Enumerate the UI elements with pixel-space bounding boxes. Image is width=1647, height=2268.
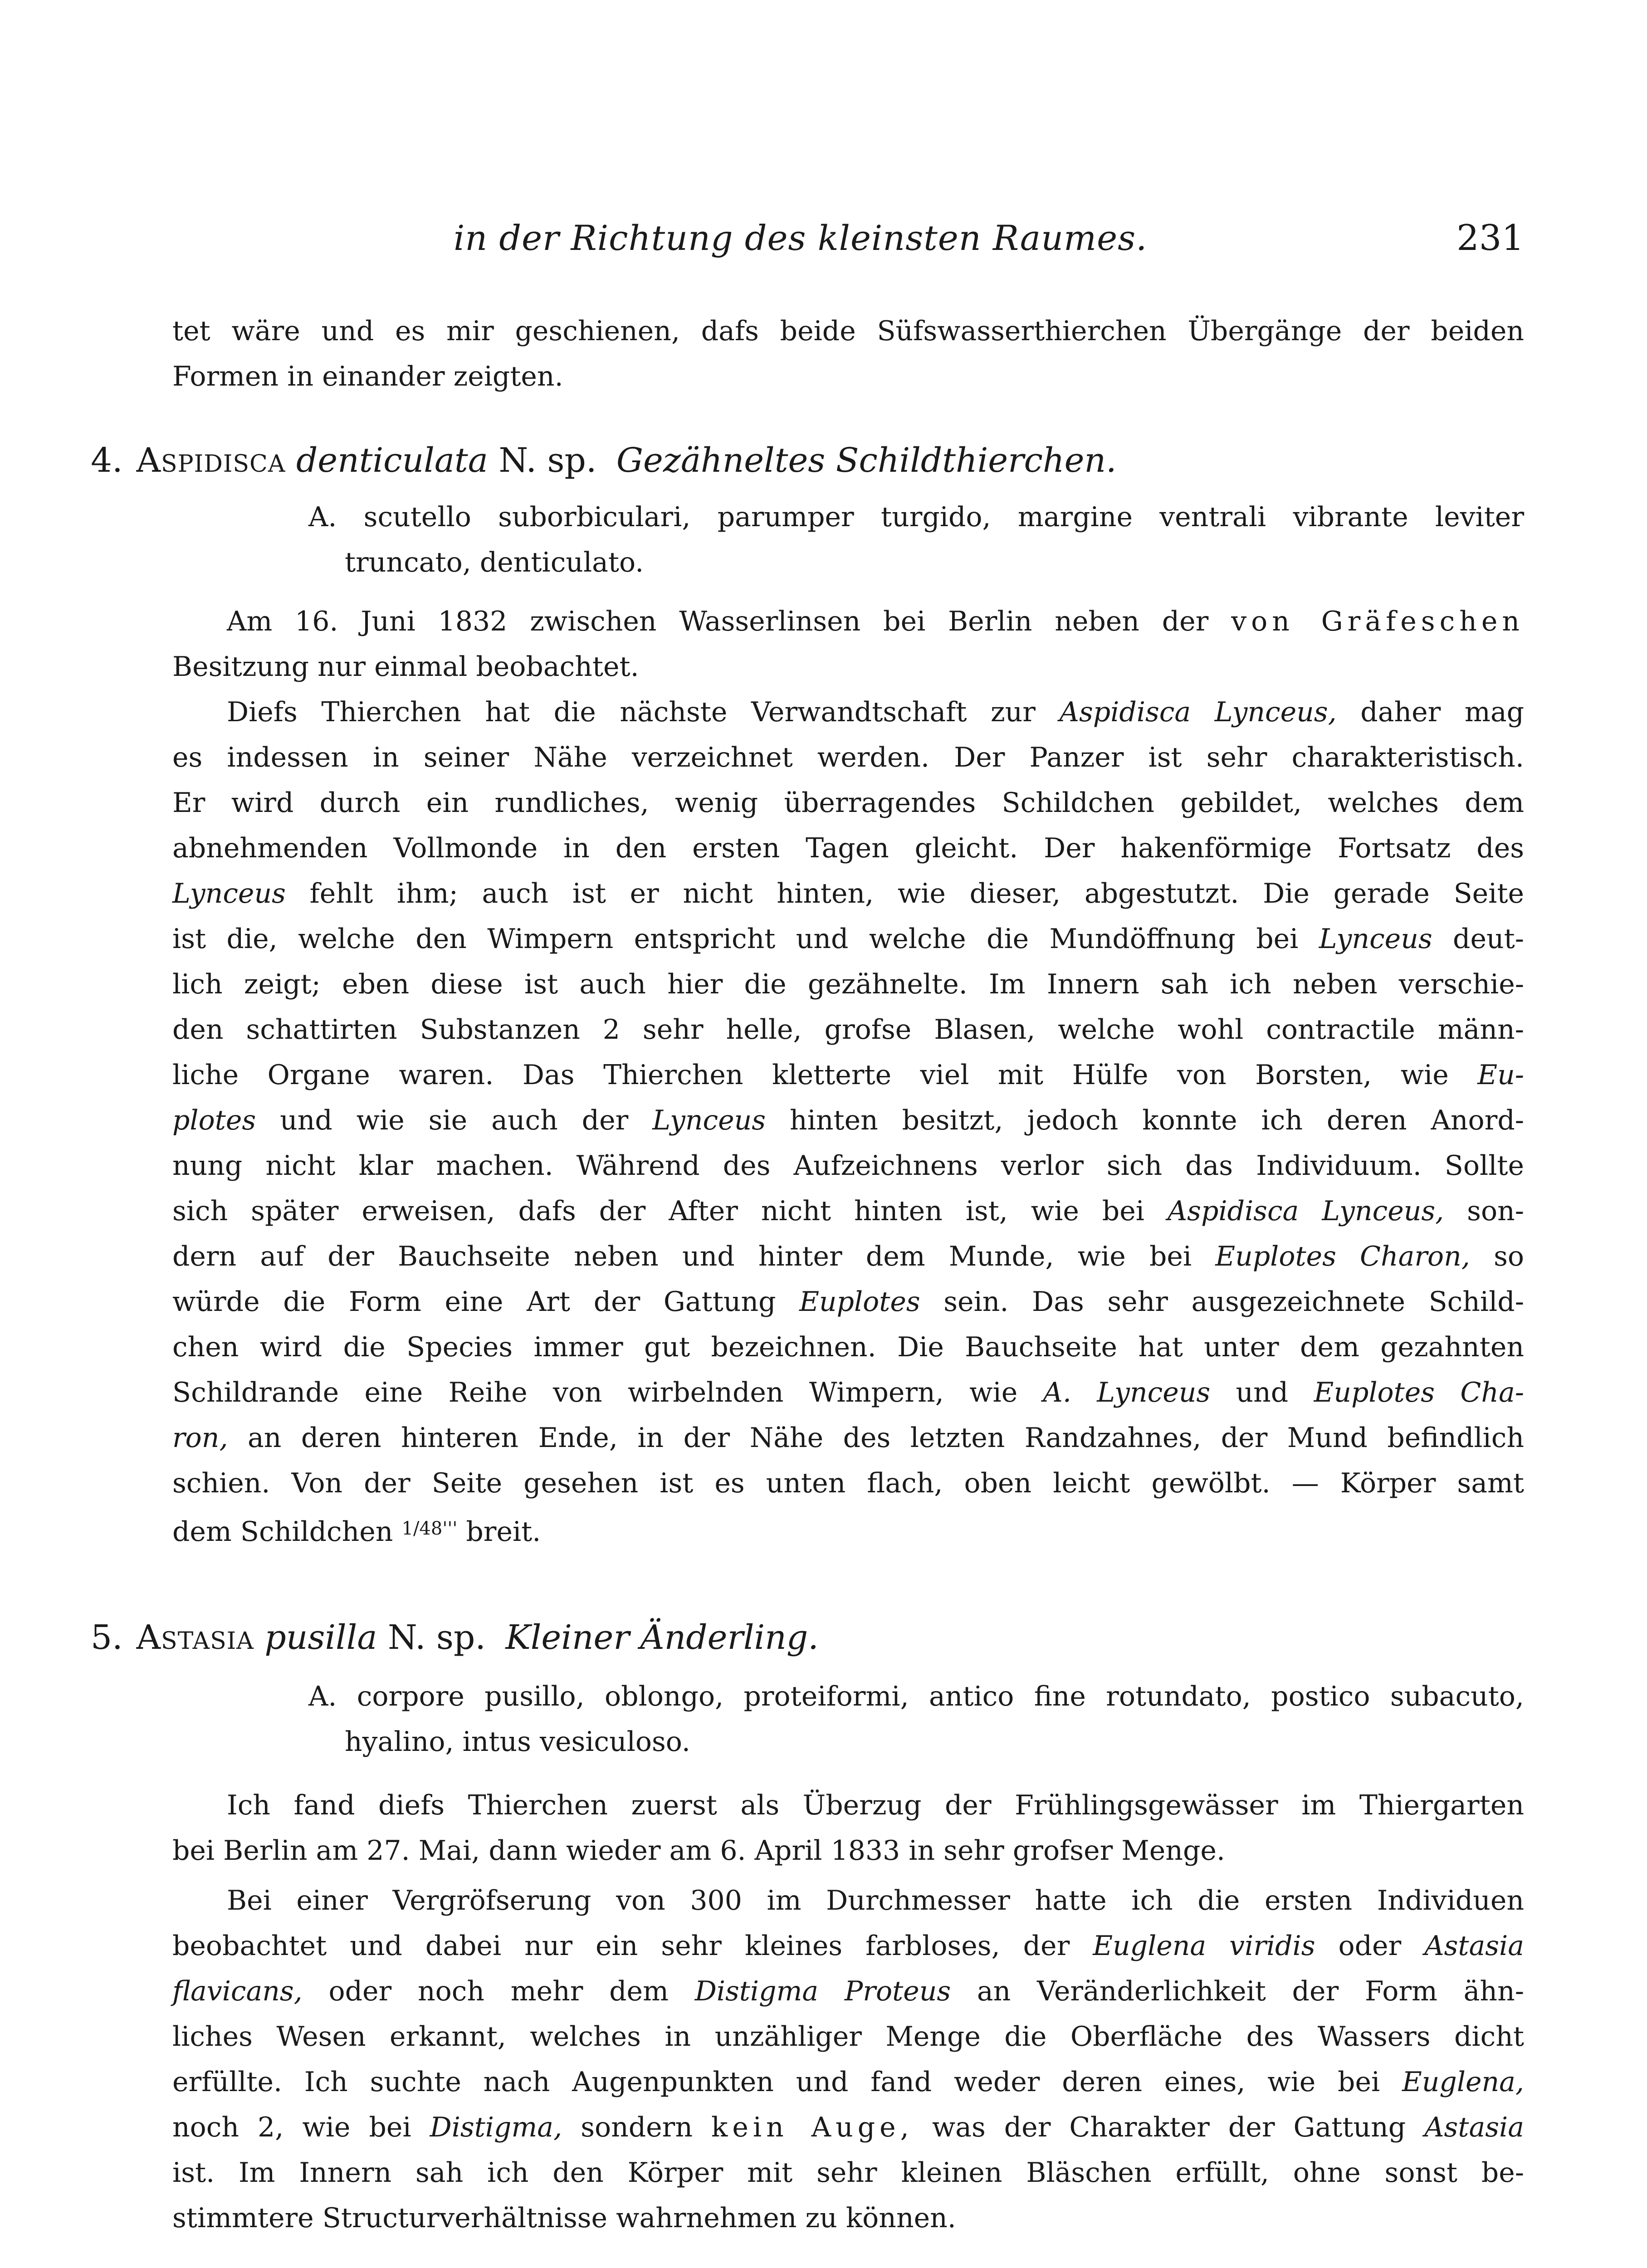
text-run: was der Charakter der Gattung — [932, 2112, 1406, 2143]
taxon-name: A. Lynceus — [1043, 1377, 1211, 1408]
text-run: son- — [1467, 1195, 1524, 1227]
text-run: oder noch mehr dem — [328, 1975, 669, 2007]
paragraph-line — [172, 1415, 1524, 1461]
text-run: erfüllte. Ich suchte nach Augenpunkten und fand weder deren eines, wie bei — [172, 2066, 1380, 2098]
paragraph-line — [227, 599, 1524, 644]
paragraph-line — [172, 1098, 1524, 1143]
species-name: denticulata — [296, 441, 488, 480]
paragraph-line — [172, 1969, 1524, 2014]
new-species-mark: N. sp. — [498, 441, 597, 480]
text-run: beobachtet und dabei nur ein sehr kleines farbloses, der — [172, 1930, 1070, 1962]
paragraph-line: abnehmenden Vollmonde in den ersten Tagen gleicht. Der hakenförmige Fortsatz des — [172, 832, 1524, 864]
taxon-name: Aspidisca Lynceus, — [1059, 696, 1337, 728]
paragraph-line: lich zeigt; eben diese ist auch hier die gezähnelte. Im Innern sah ich neben verschie- — [172, 968, 1524, 1000]
text-run: dem Schildchen — [172, 1516, 393, 1548]
diagnosis-line: A. corpore pusillo, oblongo, proteiformi, antico fine rotundato, postico subacuto, — [308, 1681, 1524, 1712]
diagnosis-line: hyalino, intus vesiculoso. — [345, 1726, 690, 1758]
text-run: sich später erweisen, dafs der After nicht hinten ist, wie bei — [172, 1195, 1144, 1227]
paragraph-line: nung nicht klar machen. Während des Aufzeichnens verlor sich das Individuum. Sollte — [172, 1150, 1524, 1182]
paragraph-line: stimmtere Structurverhältnisse wahrnehmen zu können. — [172, 2202, 956, 2234]
entry-4-heading — [91, 435, 1524, 485]
text-run: fehlt ihm; auch ist er nicht hinten, wie dieser, abgestutzt. Die gerade Seite — [309, 878, 1524, 909]
entry-5-heading — [91, 1613, 1524, 1662]
text-run: oder — [1338, 1930, 1402, 1962]
text-run: ist die, welche den Wimpern entspricht und welche die Mundöffnung bei — [172, 923, 1299, 955]
text-run: sein. Das sehr ausgezeichnete Schild- — [943, 1286, 1524, 1318]
species-name: pusilla — [264, 1618, 377, 1657]
taxon-name: Euglena, — [1402, 2066, 1524, 2098]
paragraph-line — [172, 2105, 1524, 2150]
paragraph-line — [172, 1188, 1524, 1234]
paragraph-line: chen wird die Species immer gut bezeichnen. Die Bauchseite hat unter dem gezahnten — [172, 1331, 1524, 1363]
taxon-name: Distigma Proteus — [694, 1975, 951, 2007]
genus-name: Aspidisca — [136, 441, 286, 480]
taxon-name: Aspidisca Lynceus, — [1167, 1195, 1444, 1227]
diagnosis-line: truncato, denticulato. — [345, 547, 644, 578]
entry-number: 5. — [91, 1618, 123, 1657]
text-run: an deren hinteren Ende, in der Nähe des letzten Randzahnes, der Mund befindlich — [248, 1422, 1524, 1454]
page-number: 231 — [1456, 218, 1524, 259]
paragraph-line — [172, 1923, 1524, 1969]
text-run: Schildrande eine Reihe von wirbelnden Wimpern, wie — [172, 1377, 1018, 1408]
genus-name: Astasia — [136, 1618, 254, 1657]
spaced-text: von Gräfeschen — [1231, 606, 1524, 637]
taxon-name: flavicans, — [172, 1975, 303, 2007]
paragraph-line — [172, 916, 1524, 962]
paragraph-line: den schattirten Substanzen 2 sehr helle, grofse Blasen, welche wohl contractile männ- — [172, 1014, 1524, 1046]
text-run: daher mag — [1360, 696, 1524, 728]
text-run: Am 16. Juni 1832 zwischen Wasserlinsen bei Berlin neben der — [227, 606, 1209, 637]
taxon-name: plotes — [172, 1105, 256, 1136]
common-name: Kleiner Änderling. — [505, 1618, 819, 1657]
paragraph-line — [227, 689, 1524, 735]
paragraph-line — [172, 1279, 1524, 1325]
paragraph-line: Besitzung nur einmal beobachtet. — [172, 651, 639, 683]
text-run: und — [1236, 1377, 1289, 1408]
text-run: so — [1494, 1241, 1525, 1272]
taxon-name: Lynceus — [652, 1105, 766, 1136]
paragraph-line: es indessen in seiner Nähe verzeichnet werden. Der Panzer ist sehr charakteristisch. — [172, 742, 1524, 773]
paragraph-line: Bei einer Vergröfserung von 300 im Durchmesser hatte ich die ersten Individuen — [227, 1885, 1524, 1916]
text-run: deut- — [1453, 923, 1524, 955]
taxon-name: Eu- — [1477, 1059, 1524, 1091]
taxon-name: Astasia — [1424, 1930, 1524, 1962]
taxon-name: Euplotes Charon, — [1215, 1241, 1470, 1272]
text-run: sondern — [581, 2112, 693, 2143]
diagnosis-line: A. scutello suborbiculari, parumper turgido, margine ventrali vibrante leviter — [308, 501, 1524, 533]
text-run: hinten besitzt, jedoch konnte ich deren Anord- — [790, 1105, 1525, 1136]
paragraph-line — [172, 1506, 1524, 1554]
running-title: in der Richtung des kleinsten Raumes. — [454, 218, 1148, 258]
size-fraction: 1/48''' — [401, 1518, 458, 1539]
entry-number: 4. — [91, 441, 123, 480]
spaced-text: kein Auge, — [711, 2112, 914, 2143]
paragraph-line — [172, 1052, 1524, 1098]
text-run: würde die Form eine Art der Gattung — [172, 1286, 776, 1318]
text-run: dern auf der Bauchseite neben und hinter dem Munde, wie bei — [172, 1241, 1192, 1272]
taxon-name: Lynceus — [1319, 923, 1432, 955]
intro-line-1: tet wäre und es mir geschienen, dafs beide Süfswasserthierchen Übergänge der beiden — [172, 315, 1524, 347]
paragraph-line — [172, 1370, 1524, 1415]
paragraph-line: ist. Im Innern sah ich den Körper mit sehr kleinen Bläschen erfüllt, ohne sonst be- — [172, 2157, 1524, 2189]
taxon-name: Lynceus — [172, 878, 286, 909]
text-run: breit. — [466, 1516, 541, 1548]
taxon-name: Distigma, — [430, 2112, 562, 2143]
taxon-name: Euplotes Cha- — [1314, 1377, 1525, 1408]
common-name: Gezähneltes Schildthierchen. — [616, 441, 1117, 480]
text-run: liche Organe waren. Das Thierchen kletterte viel mit Hülfe von Borsten, wie — [172, 1059, 1449, 1091]
page-header — [172, 218, 1524, 272]
paragraph-line: schien. Von der Seite gesehen ist es unten flach, oben leicht gewölbt. — Körper samt — [172, 1467, 1524, 1499]
paragraph-line: liches Wesen erkannt, welches in unzähliger Menge die Oberfläche des Wassers dicht — [172, 2021, 1524, 2053]
taxon-name: ron, — [172, 1422, 228, 1454]
paragraph-line: bei Berlin am 27. Mai, dann wieder am 6. April 1833 in sehr grofser Menge. — [172, 1835, 1225, 1867]
text-run: Diefs Thierchen hat die nächste Verwandtschaft zur — [227, 696, 1036, 728]
text-run: und wie sie auch der — [280, 1105, 629, 1136]
new-species-mark: N. sp. — [387, 1618, 486, 1657]
paragraph-line — [172, 871, 1524, 916]
paragraph-line — [172, 2059, 1524, 2105]
paragraph-line: Er wird durch ein rundliches, wenig überragendes Schildchen gebildet, welches dem — [172, 787, 1524, 819]
paragraph-line — [172, 1234, 1524, 1279]
text-run: an Veränderlichkeit der Form ähn- — [977, 1975, 1524, 2007]
text-run: noch 2, wie bei — [172, 2112, 411, 2143]
taxon-name: Euglena viridis — [1093, 1930, 1315, 1962]
intro-line-2: Formen in einander zeigten. — [172, 361, 563, 392]
paragraph-line: Ich fand diefs Thierchen zuerst als Überzug der Frühlingsgewässer im Thiergarten — [227, 1789, 1524, 1821]
taxon-name: Astasia — [1424, 2112, 1524, 2143]
taxon-name: Euplotes — [799, 1286, 920, 1318]
